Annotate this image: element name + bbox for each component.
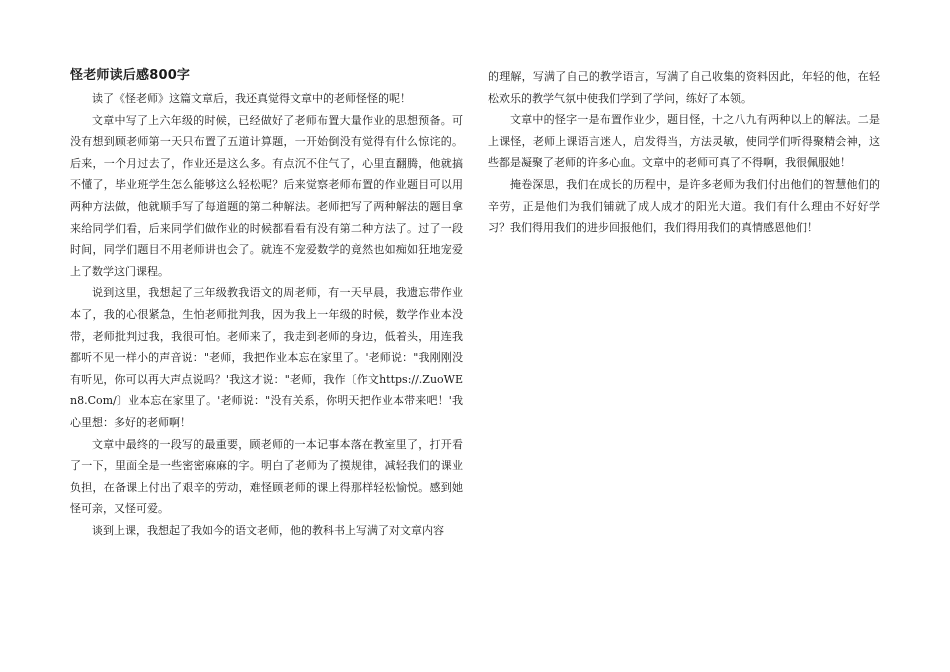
paragraph: 文章中最终的一段写的最重要，顾老师的一本记事本落在教室里了，打开看了一下，里面全是一些密密麻麻的字。明白了老师为了摸规律，减轻我们的课业负担，在备课上付出了艰辛的劳动，难怪顾老师的课上得那样轻松愉悦。感到她怪可亲，又怪可爱。	[70, 437, 463, 516]
document-title: 怪老师读后感800字	[70, 68, 191, 83]
paragraph: 掩卷深思，我们在成长的历程中，是许多老师为我们付出他们的智慧他们的辛劳，正是他们为我们铺就了成人成才的阳光大道。我们有什么理由不好好学习？我们得用我们的进步回报他们，我们得用我们的真情感恩他们！	[488, 177, 880, 235]
paragraph: 文章中的怪字一是布置作业少，题目怪，十之八九有两种以上的解法。二是上课怪，老师上课语言迷人，启发得当，方法灵敏，使同学们听得聚精会神，这些都是凝聚了老师的许多心血。文章中的老师可真了不得啊，我很佩服她！	[488, 113, 880, 170]
paragraph: 文章中写了上六年级的时候，已经做好了老师布置大量作业的思想预备。可没有想到顾老师第一天只布置了五道计算题，一开始倒没有觉得有什么惊诧的。后来，一个月过去了，作业还是这么多。有点沉不住气了，心里直翻腾，他就搞不懂了，毕业班学生怎么能够这么轻松呢？后来觉察老师布置的作业题目可以用两种方法做，他就顺手写了每道题的第二种解法。老师把写了两种解法的题目拿来给同学们看，后来同学们做作业的时候都看看有没有第二种方法了。过了一段时间，同学们题目不用老师讲也会了。就连不宠爱数学的竟然也如痴如狂地宠爱上了数学这门课程。	[70, 113, 463, 278]
left-column	[70, 66, 463, 541]
paragraph: 谈到上课，我想起了我如今的语文老师，他的教科书上写满了对文章内容	[92, 523, 444, 537]
right-column	[488, 66, 880, 239]
paragraph-continued: 的理解，写满了自己的教学语言，写满了自己收集的资料因此，年轻的他，在轻松欢乐的教学气氛中使我们学到了学问，练好了本领。	[488, 70, 880, 105]
paragraph: 读了《怪老师》这篇文章后，我还真觉得文章中的老师怪怪的呢！	[92, 92, 411, 105]
paragraph: 说到这里，我想起了三年级教我语文的周老师，有一天早晨，我遗忘带作业本了，我的心很紧急，生怕老师批判我，因为我上一年级的时候，数学作业本没带，老师批判过我，我很可怕。老师来了，我走到老师的身边，低着头，用连我都听不见一样小的声音说："老师，我把作业本忘在家里了。'老师说："我刚刚没有听见，你可以再大声点说吗？'我这才说："老师，我作〔作文https://.ZuoWEn8.Com/〕业本忘在家里了。'老师说："没有关系，你明天把作业本带来吧！'我心里想：多好的老师啊！	[70, 286, 463, 429]
